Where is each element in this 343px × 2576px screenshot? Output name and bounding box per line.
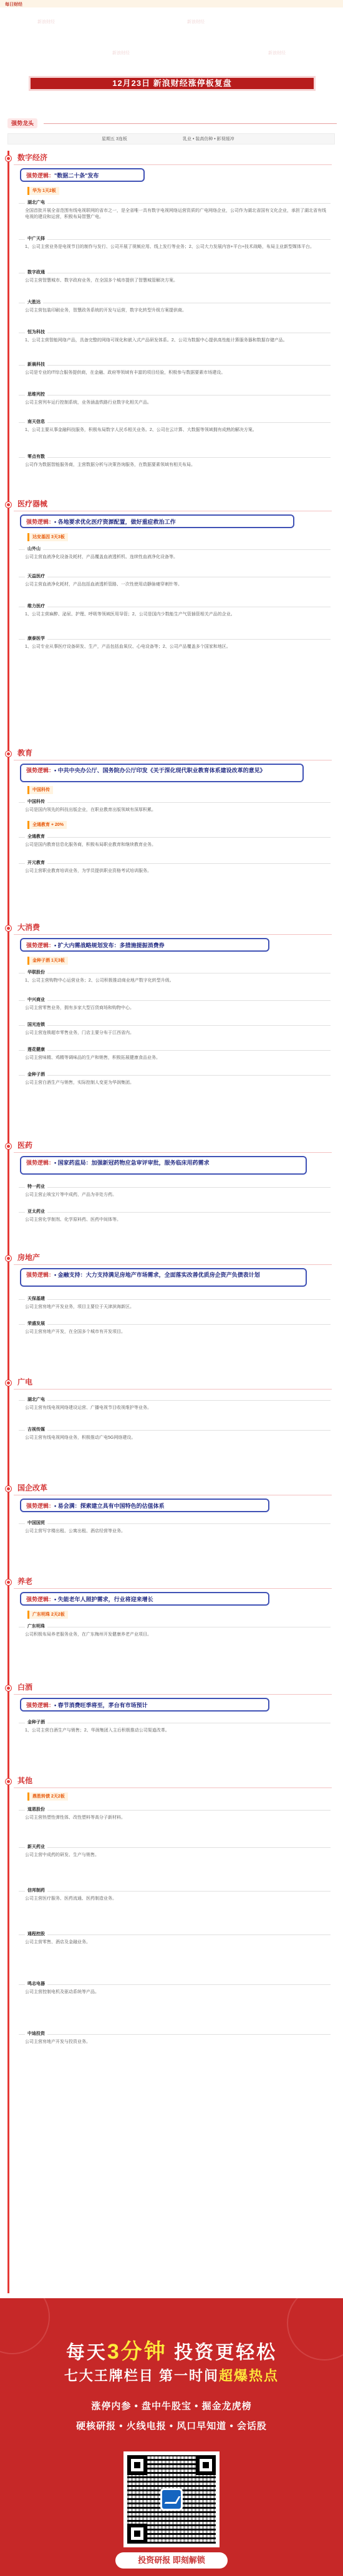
promo-headline: 每天3分钟 投资更轻松 xyxy=(65,2340,278,2364)
stock-name: 山外山 xyxy=(25,546,43,552)
section-title-soe: 国企改革 xyxy=(17,1484,48,1492)
stock-name: 鸣志电器 xyxy=(25,1981,47,1987)
stock-name: 华联股份 xyxy=(25,969,47,975)
stock-name: 特一药业 xyxy=(25,1183,47,1190)
stock-name: 金种子酒 xyxy=(25,1071,47,1077)
stock-name: 康泰医学 xyxy=(25,635,47,642)
watermark-text: 新浪财经 xyxy=(112,51,130,55)
stock-desc: 公司主营零售、酒店及金融业务。 xyxy=(25,1940,90,1944)
qr-finder xyxy=(196,2455,216,2475)
timeline-dot xyxy=(6,502,11,508)
stock-desc: 公司主营味精、鸡精等调味品的生产和销售，积极拓展健康食品业务。 xyxy=(25,1056,160,1060)
watermark-text: 新浪财经 xyxy=(187,20,205,24)
stock-desc: 公司主营房地产开发业务，项目主要位于天津滨海新区。 xyxy=(25,1305,134,1309)
leader-tag: 金种子酒 1天3板 xyxy=(27,957,68,965)
app-logo-icon xyxy=(160,2488,183,2511)
logic-box: 强势逻辑：• 中共中央办公厅、国务院办公厅印发《关于深化现代职业教育体系建设改革的意见》 xyxy=(20,764,304,782)
timeline-dot xyxy=(6,1256,11,1261)
stock-desc: 公司是国内领先的科技出版企业，在职业教育出版领域有深厚积累。 xyxy=(25,808,156,812)
qr-finder xyxy=(127,2455,147,2475)
stock-name: 零点有数 xyxy=(25,453,47,460)
stock-desc: 1、公司主营业务是电视节目的制作与发行、公司开展了视频应用、线上发行等业务；2、公司大力发展内容+平台+技术战略，布局主业新型媒体平台。 xyxy=(25,245,314,249)
stock-name: 维力医疗 xyxy=(25,603,47,609)
leader-tag: 全通教育 + 20% xyxy=(27,821,67,829)
stock-desc: 公司主营控制电机及驱动系统等产品。 xyxy=(25,1990,99,1994)
stock-name: 新天药业 xyxy=(25,1844,47,1850)
qr-code[interactable] xyxy=(123,2451,220,2547)
logic-box: 强势逻辑：• 春节消费旺季将至，茅台有市场预计 xyxy=(20,1698,269,1712)
qr-finder xyxy=(127,2524,147,2544)
stock-name: 湖北广电 xyxy=(25,199,47,206)
section-title-education: 教育 xyxy=(17,749,33,757)
stock-desc: 全国首批开展全省范围有线电视联网的省市之一，是全省唯一具有数字电视网络运营资质的广电网络企业，公司作为湖北省国有文化企业，承担了湖北省有线电视的建设和运营，积极布局智慧广电。 xyxy=(25,209,326,219)
stock-desc: 公司主营有线电视网络建设运营、广播电视节目收视维护等业务。 xyxy=(25,1406,152,1410)
stock-desc: 公司主营血液净化设备及耗材，产品覆盖血液透析机、连续性血液净化设备等。 xyxy=(25,555,178,559)
page-title: 12月23日 新浪财经涨停板复盘 xyxy=(112,78,232,88)
logic-box: 强势逻辑：• 扩大内需战略规划发布：多措施提振消费券 xyxy=(20,938,269,952)
stock-desc: 公司主营房地产开发与投资业务。 xyxy=(25,2040,90,2044)
stock-desc: 公司积极布局养老服务业务，在广东梅州开发健康养老产业项目。 xyxy=(25,1632,152,1637)
stock-desc: 公司主营房地产开发，在全国多个城市有开发项目。 xyxy=(25,1330,125,1334)
stock-desc: 1、公司主营智能网络产品，具备完整的网络可视化和嵌入式产品研发体系。2、公司为数据中心提供高性能计算服务器和数据存储产品。 xyxy=(25,338,287,343)
stock-desc: 1、公司主营麻醉、泌尿、护理、呼吸等领域医用导管；2、公司是国内少数能生产气管插管相关产品的企业。 xyxy=(25,612,235,617)
section-title-baijiu: 白酒 xyxy=(17,1683,33,1692)
stock-name: 吉视传媒 xyxy=(25,1426,47,1432)
stock-name: 荣盛发展 xyxy=(25,1320,47,1327)
stock-desc: 公司主营包装印刷业务，智慧政务系统的开发与运营，数字化转型升级方案提供商。 xyxy=(25,308,186,313)
divider xyxy=(14,1264,332,1265)
stock-desc: 公司主营写字楼出租、公寓出租、酒店经营等业务。 xyxy=(25,1529,125,1533)
timeline-dot xyxy=(6,1380,11,1386)
stock-name: 中国国贸 xyxy=(25,1520,47,1526)
strong-theme-label: 强势龙头 xyxy=(7,118,37,128)
divider xyxy=(14,1588,332,1589)
stock-desc: 公司主营有线电视网络业务，积极推动广电5G网络建设。 xyxy=(25,1436,136,1440)
timeline-dot xyxy=(6,751,11,757)
stock-name: 开元教育 xyxy=(25,859,47,866)
stock-desc: 1、公司主要从事金融科技服务，积极布局数字人民币相关业务。2、公司在云计算、大数据等领域拥有成熟的解决方案。 xyxy=(25,428,257,432)
stock-desc: 公司主营连锁超市零售业务，门店主要分布于江西省内。 xyxy=(25,1031,134,1035)
stock-desc: 1、公司主营购物中心运营业务；2、公司积极推动商业地产数字化转型升级。 xyxy=(25,978,174,983)
stock-name: 国光连锁 xyxy=(25,1021,47,1028)
timeline-dot xyxy=(6,1144,11,1149)
stock-desc: 公司主营止咳宝片等中成药，产品为非处方药。 xyxy=(25,1193,117,1197)
top-bar xyxy=(0,0,343,7)
stock-name: 全通教育 xyxy=(25,833,47,840)
timeline-dot xyxy=(6,1779,11,1784)
timeline-dot xyxy=(6,926,11,931)
logic-box: 强势逻辑：• 金融支持：大力支持满足房地产市场需求，全面落实改善优质房企资产负债表计划 xyxy=(20,1268,307,1287)
stock-desc: 公司是国内教育信息化服务商，积极布局职业教育和继续教育业务。 xyxy=(25,843,156,847)
stock-name: 道恩股份 xyxy=(25,1806,47,1812)
logic-box: 强势逻辑：• 易会满：探索建立具有中国特色的估值体系 xyxy=(20,1499,269,1512)
promo-columns-line: 涨停内参 • 盘中牛股宝 • 掘金龙虎榜 xyxy=(91,2401,252,2412)
brand-label: 每日财经 xyxy=(5,2,22,7)
section-title-medical: 医疗器械 xyxy=(17,500,48,508)
leader-tag: 中国科传 xyxy=(27,786,53,794)
stock-name: 中广天择 xyxy=(25,235,47,242)
logic-box: 强势逻辑：• 各地要求优化医疗资源配置，做好重症救治工作 xyxy=(20,514,294,528)
divider xyxy=(14,934,332,935)
logic-box: 强势逻辑：• 失能老年人照护需求，行业将迎来增长 xyxy=(20,1592,269,1606)
stock-desc: 1、公司专业从事医疗设备研发、生产，产品包括血氧仪、心电设备等；2、公司产品覆盖多个国家和地区。 xyxy=(25,645,231,649)
section-title-elderly: 养老 xyxy=(17,1577,33,1586)
divider xyxy=(14,164,332,165)
stock-name: 中兴商业 xyxy=(25,997,47,1003)
stock-name: 湖北广电 xyxy=(25,1396,47,1403)
watermark-text: 新浪财经 xyxy=(37,20,55,24)
timeline-dot xyxy=(6,1486,11,1492)
stock-desc: 公司主营职业教育培训业务，为学员提供职业资格考试培训服务。 xyxy=(25,869,152,873)
stock-name: 南天信息 xyxy=(25,419,47,425)
stock-name: 天益医疗 xyxy=(25,573,47,579)
stock-name: 莲花健康 xyxy=(25,1046,47,1053)
divider xyxy=(14,1152,332,1153)
leader-tag: 华为 1天2板 xyxy=(27,187,59,195)
promo-subheadline: 七大王牌栏目 第一时间超爆热点 xyxy=(64,2368,279,2384)
timeline-dot xyxy=(6,1685,11,1691)
stock-name: 恒为科技 xyxy=(25,329,47,335)
stock-desc: 公司主营热塑性弹性体、改性塑料等高分子新材料。 xyxy=(25,1816,125,1820)
stock-desc: 公司主营白酒生产与销售，实际控制人变更为华润集团。 xyxy=(25,1081,134,1085)
stock-name: 天保基建 xyxy=(25,1295,47,1302)
divider xyxy=(44,123,337,124)
stock-name: 新晨科技 xyxy=(25,361,47,367)
section-title-consumption: 大消费 xyxy=(17,923,41,932)
timeline-dot xyxy=(6,1579,11,1585)
stock-name: 广东明珠 xyxy=(25,1623,47,1629)
stock-desc: 公司主营智慧城市、数字政府业务，在全国多个城市提供了智慧城管解决方案。 xyxy=(25,278,178,283)
theme-pill: 乳业 • 装高仿种 • 影视缓冲 xyxy=(183,137,234,141)
watermark-text: 新浪财经 xyxy=(268,51,286,55)
unlock-button[interactable]: 投资研报 即刻解锁 xyxy=(115,2552,228,2569)
logic-box: 强势逻辑："数据二十条"发布 xyxy=(20,168,145,182)
logic-box: 强势逻辑：• 国家药监局：加强新冠药物应急审评审批，服务临床用药需求 xyxy=(20,1156,307,1175)
stock-desc: 公司是专业的IT综合服务提供商，在金融、政府等领域有丰富的项目经验，积极参与数据要素市场建设。 xyxy=(25,371,226,375)
section-title-others: 其他 xyxy=(17,1776,33,1785)
strong-theme-row xyxy=(7,133,335,144)
divider xyxy=(14,1694,332,1695)
stock-desc: 公司主营血液净化耗材，产品包括血液透析管路、一次性使用动静脉瘘穿刺针等。 xyxy=(25,582,182,587)
stock-name: 金种子酒 xyxy=(25,1719,47,1725)
section-title-realestate: 房地产 xyxy=(17,1253,41,1262)
stock-name: 信邦制药 xyxy=(25,1887,47,1893)
timeline-rail xyxy=(7,151,9,2293)
page-title-banner xyxy=(29,76,316,91)
section-title-pharma: 医药 xyxy=(17,1141,33,1150)
leader-tag: 达安基因 3天3板 xyxy=(27,533,68,541)
section-title-digital: 数字经济 xyxy=(17,153,48,162)
stock-name: 中迪投资 xyxy=(25,2030,47,2037)
stock-name: 大胜达 xyxy=(25,299,43,305)
stock-name: 亚太药业 xyxy=(25,1208,47,1215)
stock-desc: 公司主营零售业务，拥有多家大型百货商场和购物中心。 xyxy=(25,1006,134,1010)
leader-tag: 鼎胜转债 2天2板 xyxy=(27,1792,68,1801)
stock-desc: 公司主营医疗服务、医药流通、医药制造业务。 xyxy=(25,1896,117,1901)
stock-name: 中国科传 xyxy=(25,798,47,805)
leader-tag: 广东明珠 2天2板 xyxy=(27,1611,68,1619)
stock-desc: 公司作为数据智能服务商，主营数据分析与决策咨询服务，在数据要素领域有相关布局。 xyxy=(25,463,195,467)
stock-desc: 公司主营中成药的研发、生产与销售。 xyxy=(25,1853,99,1857)
stock-desc: 公司主营化学制剂、化学原料药、医药中间体等。 xyxy=(25,1218,121,1222)
divider xyxy=(14,1389,332,1390)
promo-footer xyxy=(0,2298,343,2576)
timeline-dot xyxy=(6,156,11,161)
stock-name: 思维列控 xyxy=(25,391,47,397)
promo-columns-line: 硬核研报 • 火线电报 • 风口早知道 • 会话股 xyxy=(76,2421,267,2432)
section-title-media: 广电 xyxy=(17,1378,33,1386)
theme-pill: 星期五 3连板 xyxy=(102,137,127,141)
stock-desc: 1、公司主营白酒生产与销售；2、华润集团入主后积极推动公司渠道改革。 xyxy=(25,1728,170,1733)
stock-name: 通程控股 xyxy=(25,1931,47,1937)
stock-desc: 公司主营列车运行控制系统，业务涵盖铁路行业数字化相关产品。 xyxy=(25,400,152,405)
stock-name: 数字政通 xyxy=(25,269,47,275)
